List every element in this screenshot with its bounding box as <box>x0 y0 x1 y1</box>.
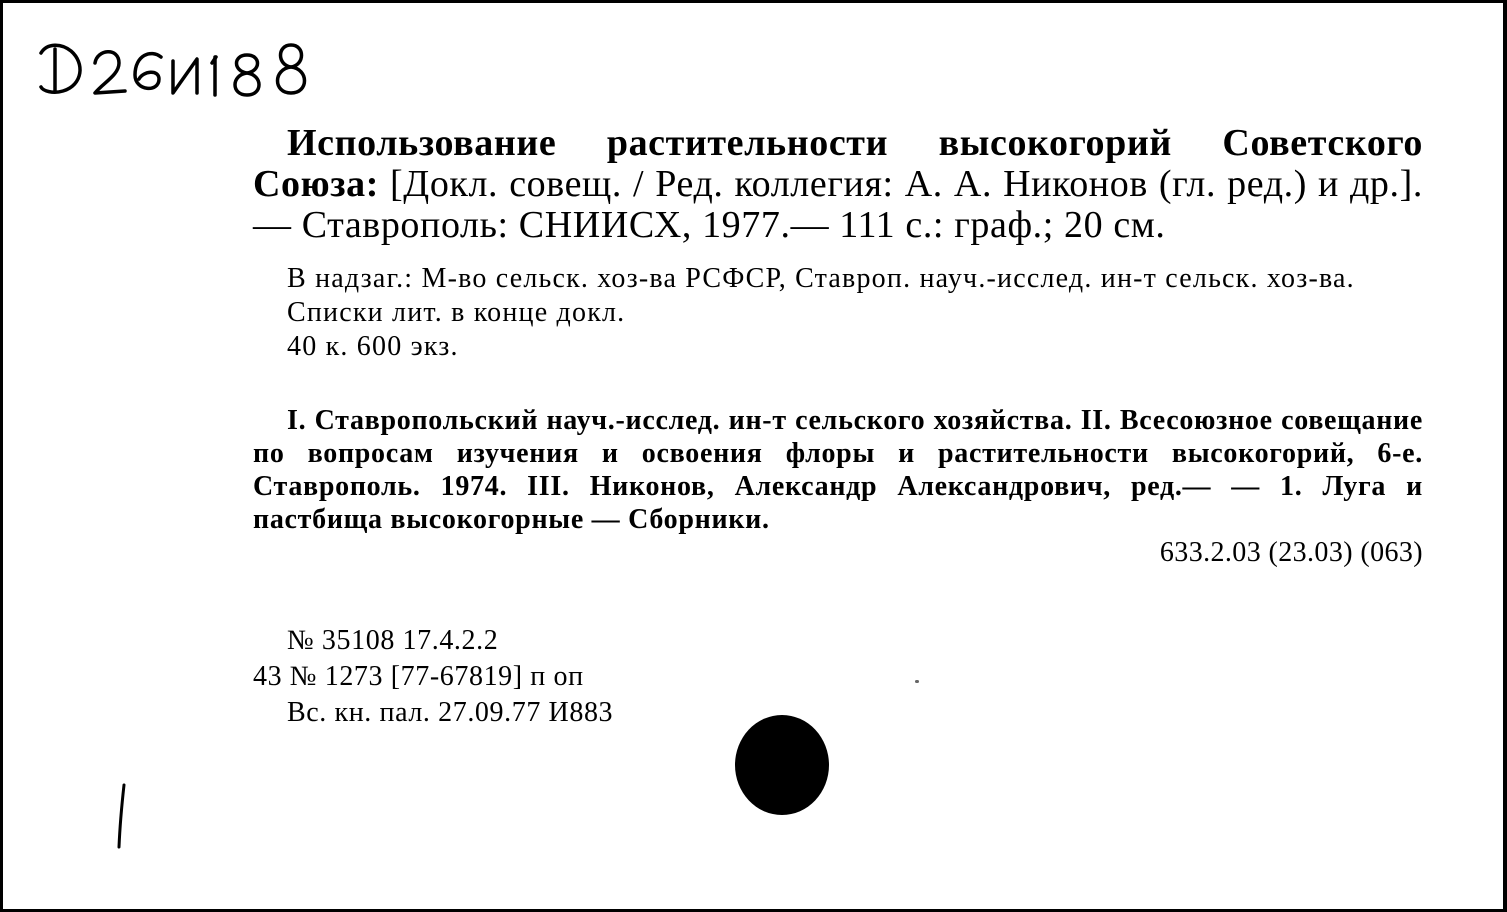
punch-hole <box>735 715 829 815</box>
shelfmark-handwriting <box>33 33 343 103</box>
tracings-text: I. Ставропольский науч.-исслед. ин-т сельского хозяйства. II. Всесоюзное совещание по вопросам изучения и освоения флоры и растительности высокогорий, 6-е. Ставрополь. 1974. III. Никонов, Александр Александрович, ред.— — 1. Луга и пастбища высокогорные — Сборники. <box>253 405 1423 535</box>
note-bibliography: Списки лит. в конце докл. <box>287 297 626 328</box>
classification-code: 633.2.03 (23.03) (063) <box>1159 537 1423 568</box>
tracings <box>253 404 1423 536</box>
note-price: 40 к. 600 экз. <box>287 331 459 362</box>
pencil-mark-stroke <box>116 783 128 849</box>
footer-line-2: 43 № 1273 [77-67819] п оп <box>253 661 584 692</box>
pencil-mark <box>116 783 128 849</box>
note-supervising-text: В надзаг.: М-во сельск. хоз-ва РСФСР, Ставроп. науч.-исслед. ин-т сельск. хоз-ва. <box>287 263 1355 294</box>
notes-area <box>253 262 1423 364</box>
card-body <box>253 123 1423 569</box>
card-footer <box>253 623 613 731</box>
bibliographic-description <box>253 123 1423 246</box>
footer-line-1: № 35108 17.4.2.2 <box>287 625 499 656</box>
handwritten-shelfmark <box>33 33 343 103</box>
footer-line-3: Вс. кн. пал. 27.09.77 И883 <box>287 697 614 728</box>
title-bold: Использование растительности высокогорий Советского Союза: <box>253 122 1423 205</box>
note-supervising-body <box>253 262 1423 296</box>
title-rest: [Докл. совещ. / Ред. коллегия: А. А. Никонов (гл. ред.) и др.].— Ставрополь: СНИИСХ, 1977.— 111 с.: граф.; 20 см. <box>253 163 1423 246</box>
ink-speck <box>915 680 919 683</box>
